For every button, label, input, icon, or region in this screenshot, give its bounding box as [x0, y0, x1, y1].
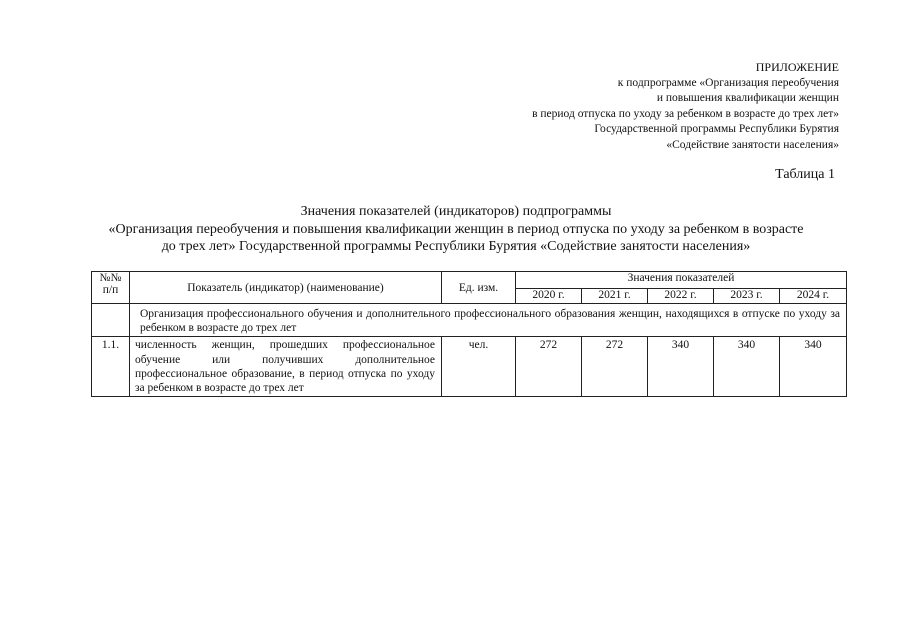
row-value: 340 [714, 337, 780, 397]
appendix-line: «Содействие занятости населения» [666, 138, 839, 151]
header-year: 2022 г. [648, 288, 714, 303]
row-name: численность женщин, прошедших профессиональное обучение или получивших дополнительное профессиональное образование, в период отпуска по уходу за ребенком в возрасте до трех лет [130, 337, 442, 397]
row-num: 1.1. [92, 337, 130, 397]
table-title-line: Значения показателей (индикаторов) подпрограммы [300, 204, 612, 219]
section-row [92, 304, 847, 337]
header-year: 2023 г. [714, 288, 780, 303]
appendix-line: Государственной программы Республики Бурятия [594, 123, 839, 136]
appendix-line: и повышения квалификации женщин [656, 92, 839, 105]
table-title [70, 203, 842, 256]
section-title: Организация профессионального обучения и дополнительного профессионального образования женщин, находящихся в отпуске по уходу за ребенком в возрасте до трех лет [130, 304, 847, 337]
table-title-line: «Организация переобучения и повышения квалификации женщин в период отпуска по уходу за ребенком в возрасте [108, 221, 804, 237]
appendix-line: в период отпуска по уходу за ребенком в возрасте до трех лет» [532, 107, 839, 120]
row-unit: чел. [442, 337, 516, 397]
header-values: Значения показателей [516, 272, 847, 289]
appendix-line: к подпрограмме «Организация переобучения [617, 76, 839, 89]
appendix-block [419, 60, 839, 154]
header-name: Показатель (индикатор) (наименование) [130, 272, 442, 304]
row-value: 272 [582, 337, 648, 397]
table-row [92, 337, 847, 397]
table-title-line: до трех лет» Государственной программы Республики Бурятия «Содействие занятости населения» [161, 239, 751, 254]
indicators-table [91, 271, 847, 397]
header-year: 2024 г. [780, 288, 847, 303]
table-number: Таблица 1 [775, 167, 835, 182]
header-num: №№ п/п [92, 272, 130, 304]
row-value: 340 [780, 337, 847, 397]
header-year: 2021 г. [582, 288, 648, 303]
header-unit: Ед. изм. [442, 272, 516, 304]
row-value: 340 [648, 337, 714, 397]
appendix-title: ПРИЛОЖЕНИЕ [755, 60, 839, 74]
section-num-cell [92, 304, 130, 337]
header-year: 2020 г. [516, 288, 582, 303]
row-value: 272 [516, 337, 582, 397]
